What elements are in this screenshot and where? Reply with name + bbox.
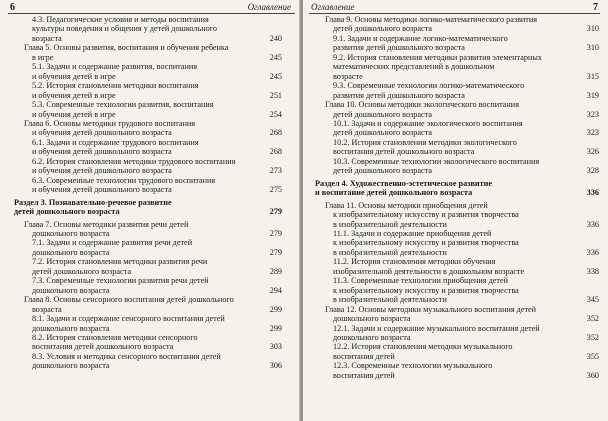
toc-line: в изобразительной деятельности (333, 295, 447, 305)
page-number: 7 (593, 2, 598, 13)
toc-chapter[interactable] (315, 100, 599, 119)
toc-page-number: 336 (586, 247, 599, 257)
toc-page-number: 310 (586, 43, 599, 53)
toc-page-number: 323 (586, 128, 599, 138)
toc-line: 8.3. Условия и методика сенсорного воспитания детей (32, 351, 221, 361)
toc-line: 12.3. Современные технологии музыкального (333, 361, 493, 371)
toc-page-number: 268 (269, 128, 282, 138)
toc-chapter[interactable] (14, 295, 282, 314)
toc-line: и обучения детей в игре (32, 71, 116, 81)
toc-subsection[interactable] (315, 257, 599, 276)
toc-line: детей дошкольного возраста (333, 109, 432, 119)
toc-line: воспитания детей дошкольного возраста (333, 147, 475, 157)
toc-subsection[interactable] (315, 229, 599, 257)
toc-subsection[interactable] (14, 314, 282, 333)
header-rule (309, 13, 600, 14)
running-header: Оглавление (247, 2, 291, 12)
toc-line: детей дошкольного возраста (333, 24, 432, 34)
toc-line: Глава 10. Основы методики экологического воспитания (325, 100, 519, 110)
toc-page-number: 275 (269, 185, 282, 195)
toc-subsection[interactable] (315, 34, 599, 53)
toc-line: воспитания детей (333, 370, 395, 380)
toc-line: Раздел 4. Художественно-эстетическое развитие (315, 178, 492, 188)
page-number: 6 (10, 2, 15, 13)
toc-line: 4.3. Педагогические условия и методы воспитания (32, 15, 209, 24)
toc-line: детей дошкольного возраста (333, 166, 432, 176)
toc-line: в изобразительной деятельности (333, 219, 447, 229)
toc-section[interactable] (14, 198, 282, 217)
toc-line: 6.2. История становления методики трудового воспитания (32, 156, 236, 166)
toc-section[interactable] (315, 179, 599, 198)
toc-line: дошкольного возраста (32, 285, 110, 295)
toc-line: возраста (32, 304, 62, 314)
toc-line: Раздел 3. Познавательно-речевое развитие (14, 197, 172, 207)
toc-subsection[interactable] (14, 138, 282, 157)
toc-line: культуры поведения и общения у детей дошкольного (32, 24, 217, 34)
toc-page-number: 352 (586, 332, 599, 342)
toc-line: 7.1. Задачи и содержание развития речи детей (32, 238, 193, 248)
toc-line: в изобразительной деятельности (333, 247, 447, 257)
toc-line: 12.1. Задачи и содержание музыкального воспитания детей (333, 323, 540, 333)
toc-line: 8.1. Задачи и содержание сенсорного воспитания детей (32, 314, 225, 324)
toc-line: дошкольного возраста (32, 361, 110, 371)
toc-line: 9.3. Современные технологии логико-математического (333, 81, 525, 91)
toc-line: 8.2. История становления методики сенсорного (32, 332, 198, 342)
toc-page-number: 303 (269, 342, 282, 352)
toc-page-number: 245 (269, 52, 282, 62)
toc-line: и воспитание детей дошкольного возраста (315, 188, 473, 198)
toc-subsection[interactable] (315, 276, 599, 304)
toc-page-number: 240 (269, 33, 282, 43)
toc-subsection[interactable] (315, 361, 599, 380)
toc-line: 9.1. Задачи и содержание логико-математического (333, 33, 508, 43)
toc-page-number: 254 (269, 109, 282, 119)
toc-line: Глава 8. Основы сенсорного воспитания детей дошкольного (24, 295, 234, 305)
toc-line: Глава 11. Основы методики приобщения детей (325, 200, 488, 210)
toc-line: Глава 12. Основы методики музыкального воспитания детей (325, 304, 537, 314)
toc-page-number: 279 (269, 207, 282, 217)
toc-page-number: 245 (269, 71, 282, 81)
toc-line: возрасте (333, 71, 363, 81)
toc-page-number: 336 (586, 188, 599, 198)
toc-line: возраста (32, 33, 62, 43)
toc-line: детей дошкольного возраста (14, 207, 120, 217)
toc-subsection[interactable] (14, 257, 282, 276)
toc-line: и обучения детей дошкольного возраста (32, 147, 172, 157)
toc-subsection[interactable] (14, 157, 282, 176)
toc-line: Глава 9. Основы методики логико-математического развития (325, 15, 538, 24)
toc-page-number: 352 (586, 314, 599, 324)
toc-page-number: 360 (586, 370, 599, 380)
toc-subsection[interactable] (14, 176, 282, 195)
toc-subsection[interactable] (315, 81, 599, 100)
toc-subsection[interactable] (14, 15, 282, 43)
running-header: Оглавление (311, 2, 355, 12)
toc-line: и обучения детей в игре (32, 90, 116, 100)
toc-line: детей дошкольного возраста (333, 128, 432, 138)
toc-line: детей дошкольного возраста (32, 266, 131, 276)
toc-page-number: 336 (586, 219, 599, 229)
toc-line: 10.2. История становления методики экологического (333, 137, 517, 147)
toc-line: 7.3. Современные технологии развития речи детей (32, 276, 209, 286)
toc-page-number: 338 (586, 266, 599, 276)
toc-line: 5.2. История становления методики воспитания (32, 81, 199, 91)
toc-page-number: 294 (269, 285, 282, 295)
toc-page-number: 279 (269, 228, 282, 238)
toc-line: Глава 7. Основы методики развития речи детей (24, 219, 189, 229)
toc-subsection[interactable] (14, 238, 282, 257)
toc-page-number: 315 (586, 71, 599, 81)
left-page (0, 0, 301, 421)
toc-page-number: 306 (269, 361, 282, 371)
toc-line: дошкольного возраста (333, 332, 411, 342)
toc-line: к изобразительному искусству и развития творчества (333, 238, 519, 248)
table-of-contents (315, 15, 599, 380)
toc-line: 7.2. История становления методики развития речи (32, 257, 208, 267)
toc-subsection[interactable] (14, 276, 282, 295)
toc-line: дошкольного возраста (32, 323, 110, 333)
toc-line: 5.3. Современные технологии развития, воспитания (32, 100, 214, 110)
toc-page-number: 289 (269, 266, 282, 276)
toc-line: 11.3. Современные технологии приобщения детей (333, 276, 508, 286)
table-of-contents (14, 15, 282, 371)
right-page (303, 0, 608, 421)
toc-page-number: 345 (586, 295, 599, 305)
toc-page-number: 319 (586, 90, 599, 100)
toc-chapter[interactable] (315, 305, 599, 324)
toc-subsection[interactable] (14, 62, 282, 81)
toc-line: к изобразительному искусству и развития творчества (333, 210, 519, 220)
toc-page-number: 279 (269, 247, 282, 257)
toc-line: 6.3. Современные технологии трудового воспитания (32, 175, 216, 185)
toc-chapter[interactable] (14, 220, 282, 239)
toc-line: развития детей дошкольного возраста (333, 90, 465, 100)
toc-page-number: 355 (586, 351, 599, 361)
toc-line: и обучения детей дошкольного возраста (32, 166, 172, 176)
toc-chapter[interactable] (14, 119, 282, 138)
toc-line: развития детей дошкольного возраста (333, 43, 465, 53)
toc-line: 11.1. Задачи и содержание приобщения детей (333, 228, 492, 238)
toc-line: 12.2. История становления методики музыкального (333, 342, 513, 352)
toc-subsection[interactable] (315, 53, 599, 81)
toc-subsection[interactable] (315, 157, 599, 176)
toc-line: к изобразительному искусству и развития творчества (333, 285, 519, 295)
toc-line: математических представлений в дошкольном (333, 62, 495, 72)
toc-chapter[interactable] (14, 43, 282, 62)
toc-page-number: 326 (586, 147, 599, 157)
toc-subsection[interactable] (315, 119, 599, 138)
toc-subsection[interactable] (315, 138, 599, 157)
toc-line: дошкольного возраста (32, 228, 110, 238)
toc-line: 5.1. Задачи и содержание развития, воспитания (32, 62, 198, 72)
toc-subsection[interactable] (14, 352, 282, 371)
toc-page-number: 323 (586, 109, 599, 119)
toc-line: дошкольного возраста (333, 314, 411, 324)
toc-page-number: 299 (269, 304, 282, 314)
toc-line: воспитания детей (333, 351, 395, 361)
toc-page-number: 310 (586, 24, 599, 34)
toc-line: Глава 6. Основы методики трудового воспитания (24, 118, 196, 128)
toc-line: 6.1. Задачи и содержание трудового воспитания (32, 137, 199, 147)
toc-line: 9.2. История становления методики развития элементарных (333, 52, 542, 62)
toc-subsection[interactable] (315, 324, 599, 343)
toc-page-number: 273 (269, 166, 282, 176)
toc-line: и обучения детей дошкольного возраста (32, 185, 172, 195)
toc-subsection[interactable] (14, 100, 282, 119)
toc-line: и обучения детей в игре (32, 109, 116, 119)
toc-page-number: 251 (269, 90, 282, 100)
toc-line: дошкольного возраста (32, 247, 110, 257)
toc-line: 10.1. Задачи и содержание экологического воспитания (333, 118, 523, 128)
toc-line: 11.2. История становления методики обучения (333, 257, 496, 267)
header-rule (8, 13, 295, 14)
toc-chapter[interactable] (315, 15, 599, 34)
toc-line: 10.3. Современные технологии экологического воспитания (333, 156, 540, 166)
toc-page-number: 268 (269, 147, 282, 157)
toc-line: в игре (32, 52, 54, 62)
toc-line: Глава 5. Основы развития, воспитания и обучения ребенка (24, 43, 229, 53)
toc-line: воспитания детей дошкольного возраста (32, 342, 174, 352)
toc-subsection[interactable] (14, 333, 282, 352)
toc-line: изобразительной деятельности в дошкольном возрасте (333, 266, 525, 276)
toc-subsection[interactable] (315, 342, 599, 361)
toc-page-number: 299 (269, 323, 282, 333)
toc-page-number: 328 (586, 166, 599, 176)
toc-subsection[interactable] (14, 81, 282, 100)
toc-line: и обучения детей дошкольного возраста (32, 128, 172, 138)
toc-chapter[interactable] (315, 201, 599, 229)
